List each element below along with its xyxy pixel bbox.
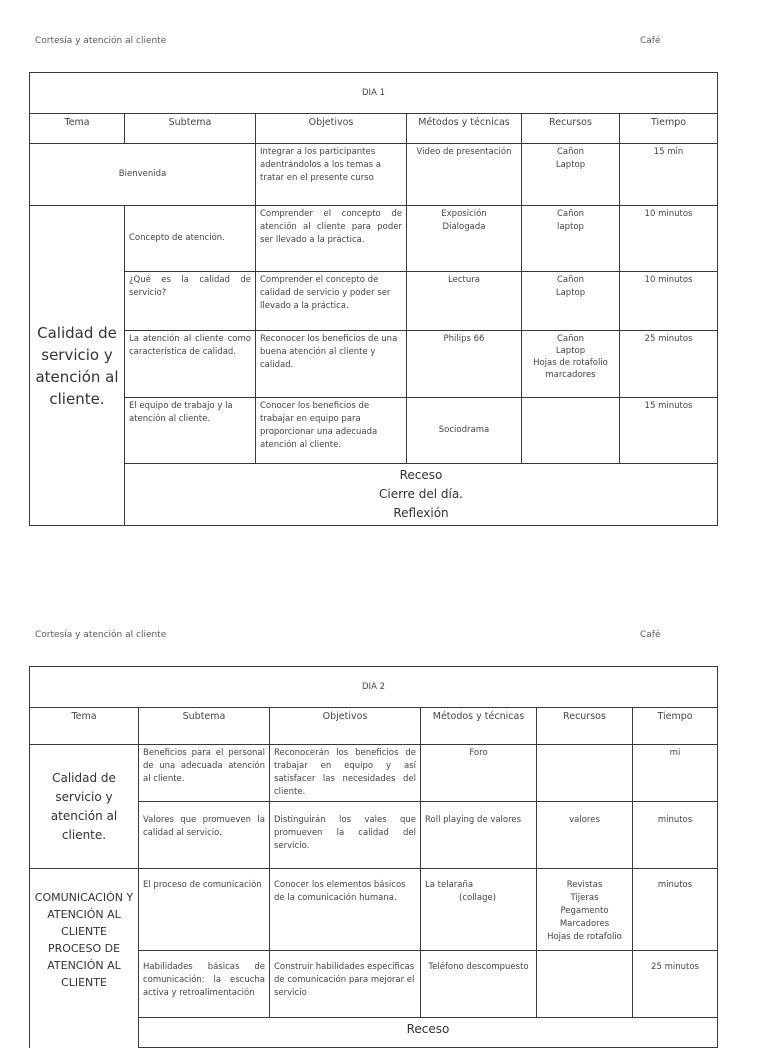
resource-item: Marcadores <box>559 919 610 929</box>
objective-cell: Distinguirán los vales que promueven la calidad del servicio. <box>270 802 421 869</box>
resource-item: Cañon <box>556 147 585 157</box>
tema-cell: Calidad de servicio y atención al cliente. <box>30 745 139 869</box>
objective-cell: Reconocerán los beneficios de trabajar en equipo y así satisfacer las necesidades del cliente. <box>270 745 421 802</box>
day-title: DIA 1 <box>30 73 718 114</box>
method-cell <box>407 206 522 272</box>
document-header-title: Cortesía y atención al cliente <box>35 36 167 46</box>
time-cell: 25 minutos <box>620 331 718 398</box>
subtema-cell: Beneficios para el personal de una adecuada atención al cliente. <box>139 745 270 802</box>
objective-cell: Comprender el concepto de calidad de servicio y poder ser llevado a la práctica. <box>256 272 407 331</box>
resources-cell <box>537 951 633 1018</box>
resource-item: marcadores <box>545 370 596 380</box>
resource-item: Laptop <box>555 160 586 170</box>
session-table-day-2 <box>29 666 718 1048</box>
day-title: DIA 2 <box>30 667 718 708</box>
method-cell: Teléfono descompuesto <box>421 951 537 1018</box>
column-header-objetivos: Objetivos <box>270 708 421 745</box>
resources-cell <box>522 206 620 272</box>
closing-line: Cierre del día. <box>379 487 463 501</box>
resource-item: Hojas de rotafolio <box>533 358 608 368</box>
objective-cell: Comprender el concepto de atención al cliente para poder ser llevado a la práctica. <box>256 206 407 272</box>
method-cell: Foro <box>421 745 537 802</box>
closing-line: Reflexión <box>393 506 449 520</box>
document-header-title: Cortesía y atención al cliente <box>35 630 167 640</box>
resources-cell: valores <box>537 802 633 869</box>
column-header-tiempo: Tiempo <box>620 114 718 144</box>
column-header-recursos: Recursos <box>537 708 633 745</box>
resource-item: Pegamento <box>560 906 609 916</box>
tema-cell: Calidad de servicio y atención al cliente. <box>30 206 125 526</box>
closing-cell: Receso <box>139 1018 718 1048</box>
tema-cell: COMUNICACIÓN Y ATENCIÓN AL CLIENTE PROCESO DE ATENCIÓN AL CLIENTE <box>30 869 139 1048</box>
resources-cell <box>522 398 620 464</box>
document-header-brand: Café <box>640 36 661 46</box>
column-header-subtema: Subtema <box>139 708 270 745</box>
time-cell: 10 minutos <box>620 272 718 331</box>
document-header-brand: Café <box>640 630 661 640</box>
objective-cell: Conocer los elementos básicos de la comunicación humana. <box>270 869 421 951</box>
column-header-metodos: Métodos y técnicas <box>421 708 537 745</box>
subtema-cell: ¿Qué es la calidad de servicio? <box>125 272 256 331</box>
closing-line: Receso <box>399 468 443 482</box>
welcome-time: 15 min <box>620 144 718 206</box>
method-line: Exposición <box>441 209 487 219</box>
subtema-cell: Valores que promueven la calidad al servicio. <box>139 802 270 869</box>
objective-cell: Reconocer los beneficios de una buena atención al cliente y calidad. <box>256 331 407 398</box>
column-header-subtema: Subtema <box>125 114 256 144</box>
method-cell: Philips 66 <box>407 331 522 398</box>
method-cell: Sociodrama <box>407 398 522 464</box>
column-header-objetivos: Objetivos <box>256 114 407 144</box>
time-cell: 10 minutos <box>620 206 718 272</box>
column-header-recursos: Recursos <box>522 114 620 144</box>
column-header-metodos: Métodos y técnicas <box>407 114 522 144</box>
welcome-method: Video de presentación <box>407 144 522 206</box>
objective-cell: Construir habilidades específicas de comunicación para mejorar el servicio <box>270 951 421 1018</box>
time-cell: 25 minutos <box>633 951 718 1018</box>
time-cell: minutos <box>633 802 718 869</box>
welcome-objective: Integrar a los participantes adentrándolos a los temas a tratar en el presente curso <box>256 144 407 206</box>
method-cell <box>421 869 537 951</box>
resource-item: Revistas <box>566 880 603 890</box>
subtema-cell: Habilidades básicas de comunicación: la escucha activa y retroalimentación <box>139 951 270 1018</box>
closing-cell <box>125 464 718 526</box>
resource-item: Hojas de rotafolio <box>547 932 622 942</box>
column-header-tema: Tema <box>30 708 139 745</box>
time-cell: 15 minutos <box>620 398 718 464</box>
column-header-tiempo: Tiempo <box>633 708 718 745</box>
method-cell: Lectura <box>407 272 522 331</box>
method-line: La telaraña <box>425 880 474 890</box>
resource-item: Tijeras <box>570 893 599 903</box>
time-cell: minutos <box>633 869 718 951</box>
subtema-cell: El proceso de comunicación <box>139 869 270 951</box>
column-header-tema: Tema <box>30 114 125 144</box>
resources-cell <box>522 331 620 398</box>
resource-item: laptop <box>557 222 584 232</box>
resource-item: Cañon <box>556 275 585 285</box>
objective-cell: Conocer los beneficios de trabajar en equipo para proporcionar una adecuada atención al cliente. <box>256 398 407 464</box>
resources-cell <box>522 272 620 331</box>
subtema-cell: Concepto de atención. <box>125 206 256 272</box>
subtema-cell: El equipo de trabajo y la atención al cliente. <box>125 398 256 464</box>
time-cell: mi <box>633 745 718 802</box>
resource-item: Laptop <box>555 288 586 298</box>
subtema-cell: La atención al cliente como característica de calidad. <box>125 331 256 398</box>
resources-cell <box>537 869 633 951</box>
method-line: (collage) <box>459 893 497 903</box>
session-table-day-1 <box>29 72 718 526</box>
resource-item: Laptop <box>555 346 586 356</box>
resource-item: Cañon <box>556 334 585 344</box>
resource-item: Cañon <box>556 209 585 219</box>
method-cell: Roll playing de valores <box>421 802 537 869</box>
resources-cell <box>537 745 633 802</box>
welcome-resources <box>522 144 620 206</box>
method-line: Dialogada <box>442 222 486 232</box>
welcome-label: Bienvenida <box>30 144 256 206</box>
